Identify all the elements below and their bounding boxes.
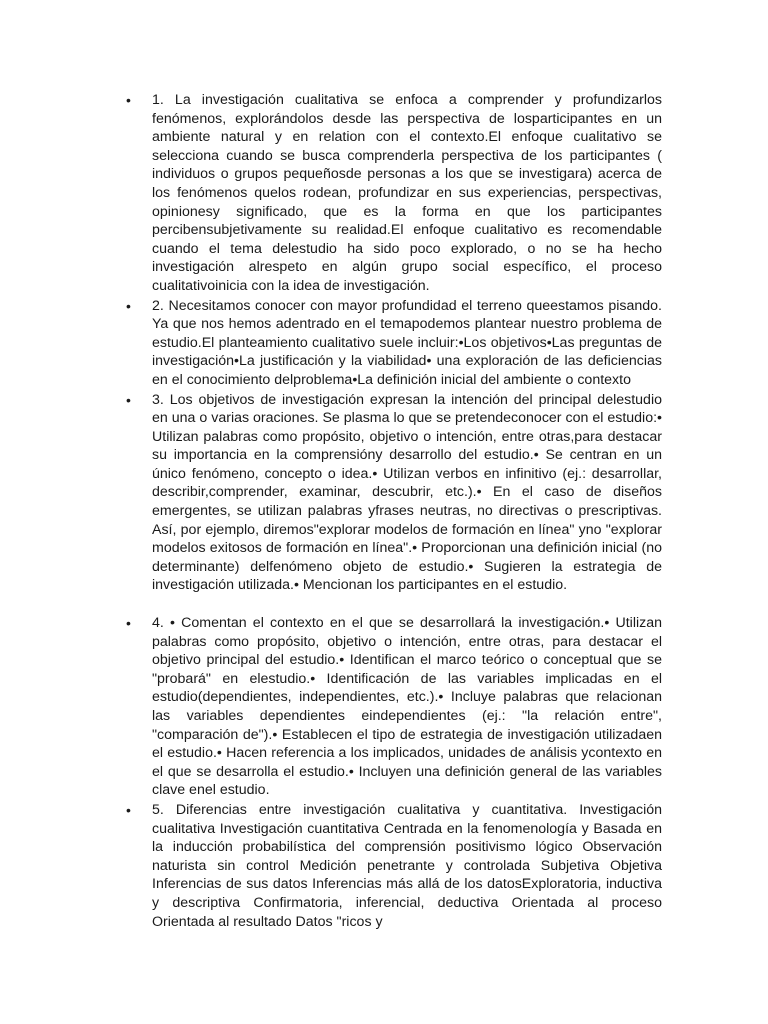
bullet-icon: • (126, 801, 131, 818)
list-item (126, 297, 662, 390)
list-item-text: 1. La investigación cualitativa se enfoca a comprender y profundizarlos fenómenos, explorándolos desde las perspectiva de losparticipantes en un ambiente natural y en relation con el contexto.El enfoque cualitativo se selecciona cuando se busca comprenderla perspectiva de los participantes ( individuos o grupos pequeñosde personas a los que se investigara) acerca de los fenómenos quelos rodean, profundizar en sus experiencias, perspectivas, opinionesy significado, que es la forma en que los participantes percibensubjetivamente su realidad.El enfoque cualitativo es recomendable cuando el tema delestudio ha sido poco explorado, o no se ha hecho investigación alrespeto en algún grupo social específico, el proceso cualitativoinicia con la idea de investigación. (152, 92, 662, 294)
bullet-icon: • (126, 391, 131, 408)
list-item-text: 5. Diferencias entre investigación cualitativa y cuantitativa. Investigación cualitativa Investigación cuantitativa Centrada en la fenomenología y Basada en la inducción probabilística del comprensión positivismo lógico Observación naturista sin control Medición penetrante y controlada Subjetiva Objetiva Inferencias de sus datos Inferencias más allá de los datosExploratoria, inductiva y descriptiva Confirmatoria, inferencial, deductiva Orientada al proceso Orientada al resultado Datos "ricos y (152, 801, 662, 930)
list-item-text: 3. Los objetivos de investigación expresan la intención del principal delestudio en una o varias oraciones. Se plasma lo que se pretendeconocer con el estudio:• Utilizan palabras como propósito, objetivo o intención, entre otras,para destacar su importancia en la comprensióny desarrollo del estudio.• Se centran en un único fenómeno, concepto o idea.• Utilizan verbos en infinitivo (ej.: desarrollar, describir,comprender, examinar, descubrir, etc.).• En el caso de diseños emergentes, se utilizan palabras yfrases neutras, no directivas o prescriptivas. Así, por ejemplo, diremos"explorar modelos de formación en línea" yno "explorar modelos exitosos de formación en línea".• Proporcionan una definición inicial (no determinante) delfenómeno objeto de estudio.• Sugieren la estrategia de investigación utilizada.• Mencionan los participantes en el estudio. (152, 391, 662, 594)
list-item-text: 4. • Comentan el contexto en el que se desarrollará la investigación.• Utilizan palabras como propósito, objetivo o intención, entre otras, para destacar el objetivo principal del estudio.• Identifican el marco teórico o conceptual que se "probará" en elestudio.• Identificación de las variables implicadas en el estudio(dependientes, independientes, etc.).• Incluye palabras que relacionan las variables dependientes eindependientes (ej.: "la relación entre", "comparación de").• Establecen el tipo de estrategia de investigación utilizadaen el estudio.• Hacen referencia a los implicados, unidades de análisis ycontexto en el que se desarrolla el estudio.• Incluyen una definición general de las variables clave enel estudio. (152, 615, 662, 799)
list-item-text: 2. Necesitamos conocer con mayor profundidad el terreno queestamos pisando. Ya que nos hemos adentrado en el temapodemos plantear nuestro problema de estudio.El planteamiento cualitativo suele incluir:•Los objetivos•Las preguntas de investigación•La justificación y la viabilidad• una exploración de las deficiencias en el conocimiento delproblema•La definición inicial del ambiente o contexto (152, 297, 662, 388)
list-item (126, 391, 662, 596)
list-item (126, 614, 662, 800)
list-item (126, 91, 662, 296)
bullet-list (126, 91, 662, 931)
bullet-icon: • (126, 92, 131, 108)
bullet-icon: • (126, 297, 131, 314)
bullet-icon: • (126, 615, 131, 632)
list-item (126, 801, 662, 931)
